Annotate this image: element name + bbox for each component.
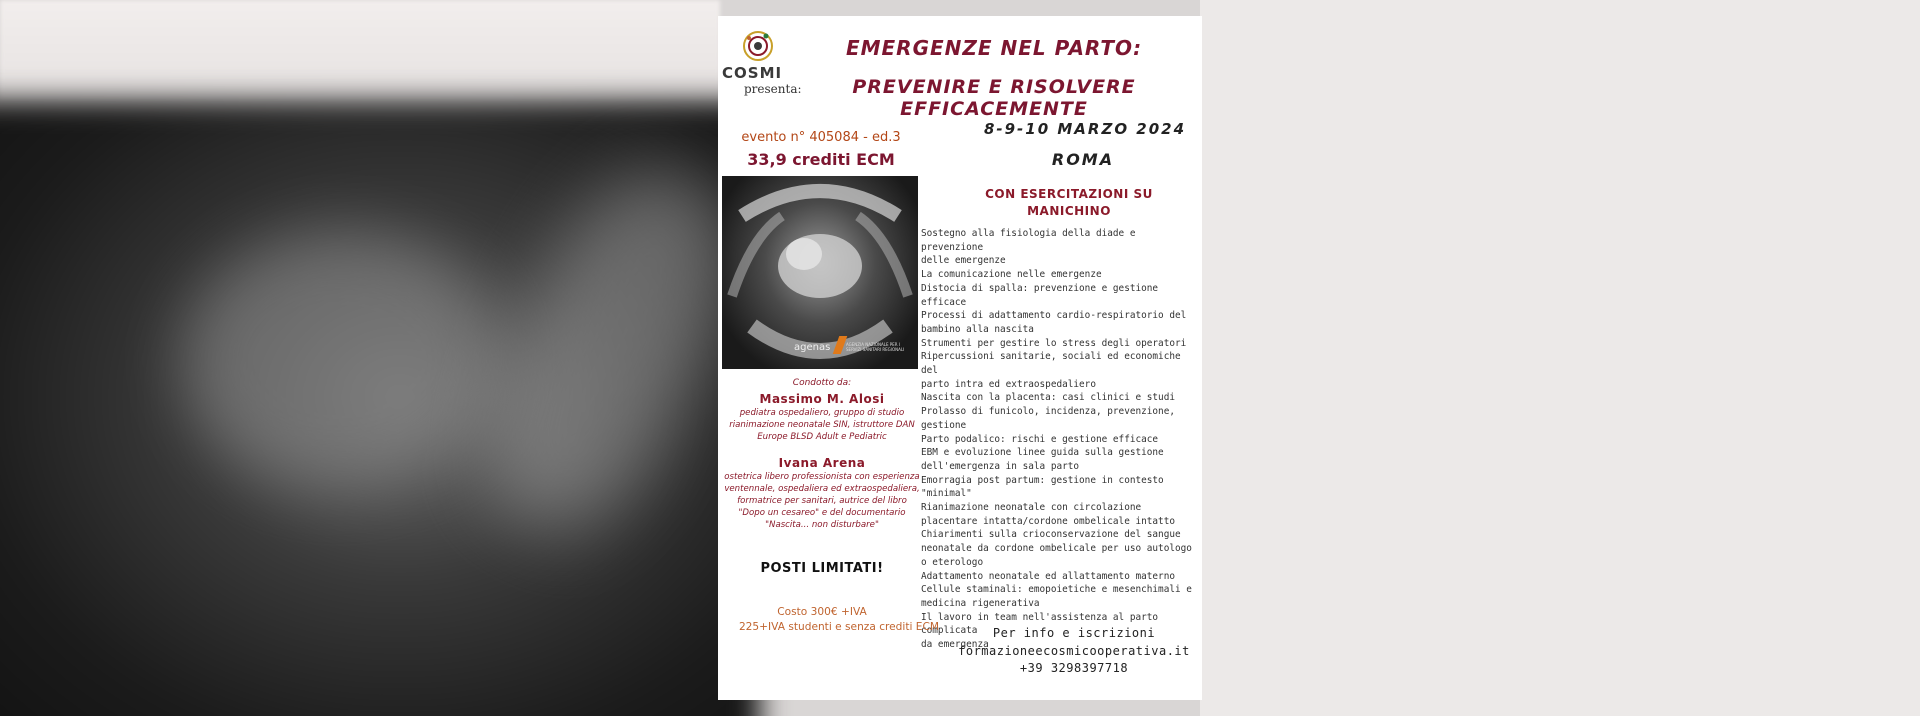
exercises-heading — [954, 186, 1184, 220]
cost-price: Costo 300€ +IVA — [777, 606, 867, 618]
limited-seats: POSTI LIMITATI! — [760, 561, 884, 576]
program-line: "minimal" — [921, 488, 972, 500]
program-line: delle emergenze — [921, 255, 1006, 267]
program-line: gestione — [921, 419, 967, 431]
exercises-line: CON ESERCITAZIONI SU — [985, 187, 1153, 201]
background-right — [1200, 0, 1920, 716]
exercises-line: MANICHINO — [1027, 204, 1111, 218]
program-line: placentare intatta/cordone ombelicale intatto — [921, 515, 1175, 527]
background-top-band — [0, 0, 720, 100]
program-line: La comunicazione nelle emergenze — [921, 269, 1102, 281]
program-line: Parto podalico: rischi e gestione efficace — [921, 433, 1159, 445]
program-line: Chiarimenti sulla crioconservazione del sangue — [921, 529, 1181, 541]
program-line: Strumenti per gestire lo stress degli operatori — [921, 337, 1187, 349]
event-poster — [718, 16, 1202, 700]
program-line: o eterologo — [921, 556, 984, 568]
program-line: Processi di adattamento cardio-respiratorio del — [921, 310, 1187, 322]
program-line: Nascita con la placenta: casi clinici e studi — [921, 392, 1175, 404]
program-line: Ripercussioni sanitarie, sociali ed economiche del — [921, 351, 1181, 377]
event-code: evento n° 405084 - ed.3 — [741, 130, 901, 145]
speaker-name: Ivana Arena — [778, 456, 866, 470]
poster-subtitle: PREVENIRE E RISOLVERE EFFICACEMENTE — [852, 76, 1136, 120]
program-line: Adattamento neonatale ed allattamento materno — [921, 570, 1175, 582]
program-line: EBM e evoluzione linee guida sulla gestione — [921, 447, 1164, 459]
agency-logo: agenas — [794, 342, 831, 353]
speaker-bio: pediatra ospedaliero, gruppo di studio rianimazione neonatale SIN, istruttore DAN Europe BLSD Adult e Pediatric — [729, 408, 915, 442]
program-line: Prolasso di funicolo, incidenza, prevenzione, — [921, 406, 1175, 418]
hands-illustration — [722, 176, 918, 369]
speaker-name: Massimo M. Alosi — [759, 392, 885, 406]
info-label: Per info e iscrizioni — [992, 626, 1156, 640]
agency-subtitle: AGENZIA NAZIONALE PER I SERVIZI SANITARI REGIONALI — [846, 342, 905, 352]
conducted-by-label: Condotto da: — [792, 378, 852, 388]
background-blur-shape — [180, 230, 500, 490]
contact-email[interactable]: formazioneecosmicooperativa.it — [958, 644, 1190, 658]
presents-label: presenta: — [744, 82, 802, 96]
speaker-bio: ostetrica libero professionista con esperienza ventennale, ospedaliera ed extraospedaliera, formatrice per sanitari, autrice del libro "Dopo un cesareo" e del documentario "Nascita... non disturbare" — [724, 472, 920, 530]
logo-text: COSMI — [722, 64, 783, 82]
program-line: Sostegno alla fisiologia della diade e prevenzione — [921, 228, 1136, 253]
cost-reduced: 225+IVA studenti e senza crediti ECM — [738, 621, 940, 633]
program-list — [921, 227, 1201, 652]
program-line: Rianimazione neonatale con circolazione — [921, 502, 1142, 514]
newborn-photo — [722, 176, 918, 369]
program-line: neonatale da cordone ombelicale per uso autologo — [921, 543, 1192, 555]
program-line: bambino alla nascita — [921, 323, 1034, 335]
program-line: Il lavoro in team nell'assistenza al parto complicata — [921, 611, 1159, 637]
program-line: Distocia di spalla: prevenzione e gestione efficace — [921, 282, 1159, 308]
program-line: dell'emergenza in sala parto — [921, 460, 1080, 472]
contact-phone[interactable]: +39 3298397718 — [1019, 661, 1129, 675]
poster-title: EMERGENZE NEL PARTO: — [845, 36, 1143, 60]
program-line: Emorragia post partum: gestione in contesto — [921, 474, 1164, 486]
event-city: ROMA — [1051, 150, 1115, 169]
program-line: medicina rigenerativa — [921, 597, 1040, 609]
program-line: Cellule staminali: emopoietiche e mesenchimali e — [921, 584, 1192, 596]
program-line: parto intra ed extraospedaliero — [921, 378, 1096, 390]
program-line: da emergenza — [921, 639, 989, 651]
event-dates: 8-9-10 MARZO 2024 — [983, 120, 1187, 138]
ecm-credits: 33,9 crediti ECM — [747, 150, 895, 169]
